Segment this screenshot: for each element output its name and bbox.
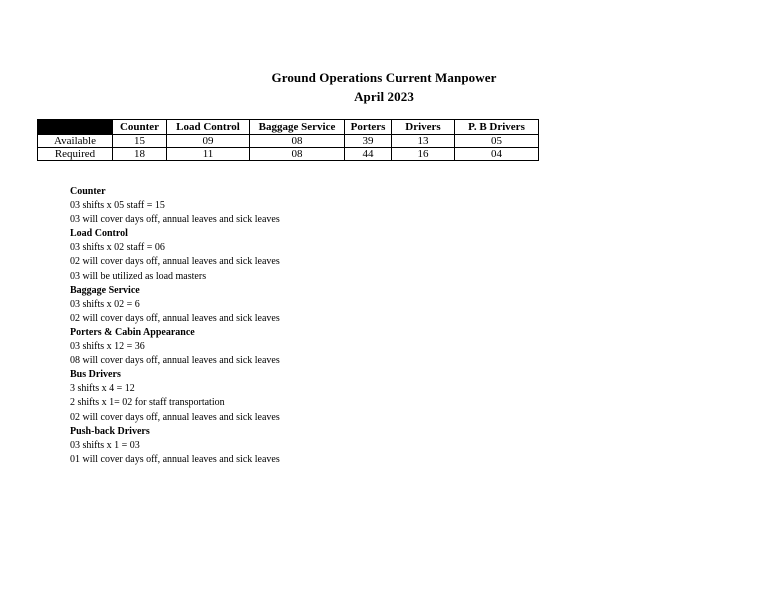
note-heading: Counter	[70, 186, 106, 197]
table-cell: 05	[455, 135, 539, 148]
page-title: Ground Operations Current Manpower	[271, 70, 497, 85]
table-cell: 11	[167, 148, 250, 161]
column-header-counter: Counter	[113, 120, 167, 135]
row-label: Available	[38, 135, 113, 148]
table-cell: 18	[113, 148, 167, 161]
note-heading: Load Control	[70, 228, 128, 240]
staffing-notes	[70, 185, 280, 467]
table-cell: 04	[455, 148, 539, 161]
table-row-required	[38, 148, 539, 161]
note-line: 01 will cover days off, annual leaves and sick leaves	[70, 453, 280, 465]
note-line: 03 shifts x 1 = 03	[70, 439, 140, 451]
table-cell: 44	[345, 148, 392, 161]
page-subtitle: April 2023	[354, 89, 414, 104]
note-line: 02 will cover days off, annual leaves and sick leaves	[70, 256, 280, 268]
table-cell: 08	[250, 135, 345, 148]
note-heading: Porters & Cabin Appearance	[70, 326, 195, 338]
note-line: 03 will be utilized as load masters	[70, 270, 207, 282]
table-cell: 08	[250, 148, 345, 161]
table-header-row	[38, 120, 539, 135]
note-line: 03 shifts x 02 staff = 06	[70, 242, 165, 254]
note-heading: Baggage Service	[70, 284, 140, 296]
table-cell: 09	[167, 135, 250, 148]
manpower-table	[37, 119, 539, 161]
note-heading: Push-back Drivers	[70, 425, 150, 437]
note-line: 03 shifts x 02 = 6	[70, 298, 140, 310]
note-line: 03 shifts x 05 staff = 15	[70, 200, 165, 212]
row-label: Required	[38, 148, 113, 161]
note-line: 03 shifts x 12 = 36	[70, 341, 145, 353]
column-header-load-control: Load Control	[167, 120, 250, 135]
table-cell: 39	[345, 135, 392, 148]
note-line: 08 will cover days off, annual leaves and sick leaves	[70, 355, 280, 367]
note-line: 2 shifts x 1= 02 for staff transportation	[70, 397, 225, 409]
column-header-porters: Porters	[345, 120, 392, 135]
column-header-drivers: Drivers	[392, 120, 455, 135]
column-header-baggage-service: Baggage Service	[250, 120, 345, 135]
table-row-available	[38, 135, 539, 148]
table-corner-cell	[38, 120, 113, 135]
note-heading: Bus Drivers	[70, 369, 121, 381]
note-line: 3 shifts x 4 = 12	[70, 383, 135, 395]
table-cell: 13	[392, 135, 455, 148]
table-cell: 15	[113, 135, 167, 148]
note-line: 03 will cover days off, annual leaves and sick leaves	[70, 214, 280, 226]
table-cell: 16	[392, 148, 455, 161]
note-line: 02 will cover days off, annual leaves and sick leaves	[70, 312, 280, 324]
column-header-pb-drivers: P. B Drivers	[455, 120, 539, 135]
note-line: 02 will cover days off, annual leaves and sick leaves	[70, 411, 280, 423]
